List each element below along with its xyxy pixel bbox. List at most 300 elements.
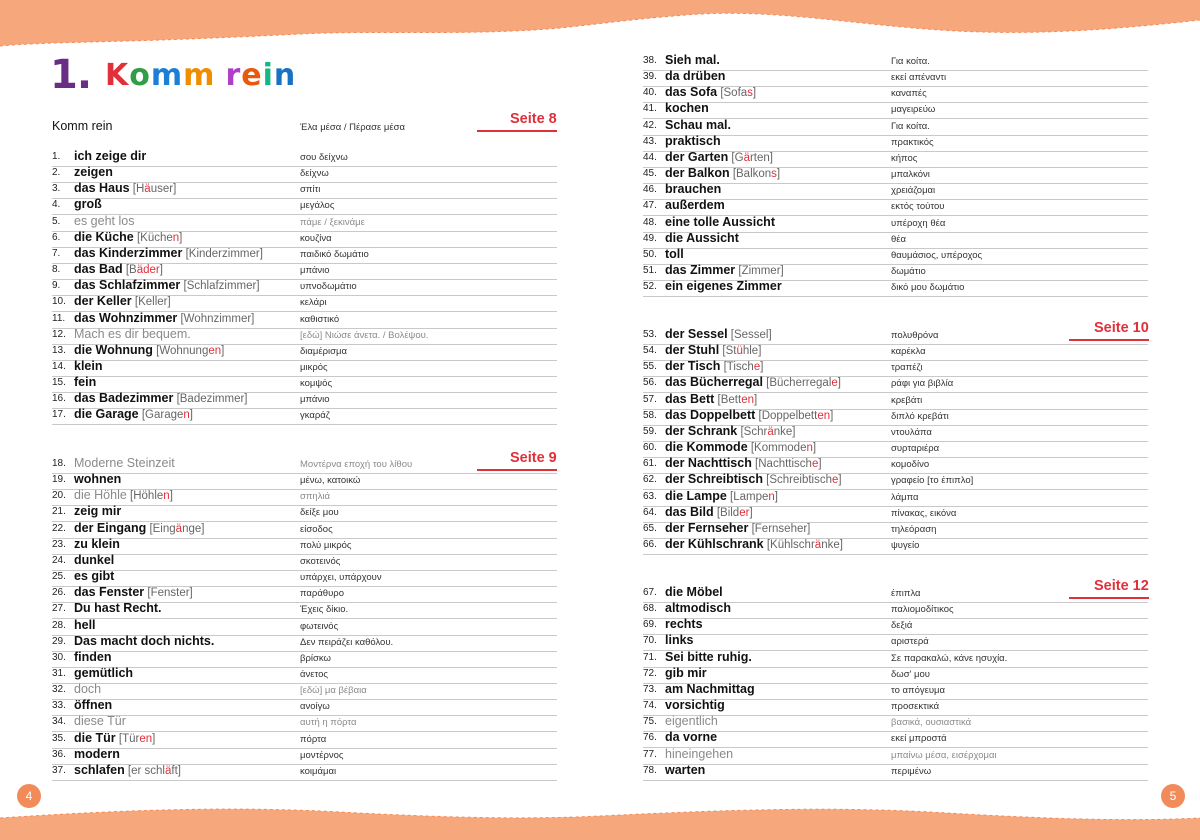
entry-greek: κομψός bbox=[300, 378, 333, 390]
entry-number: 4. bbox=[52, 199, 61, 211]
vocab-entry bbox=[643, 699, 1148, 715]
entry-german-word: das Badezimmer bbox=[74, 391, 174, 406]
entry-greek: ψυγείο bbox=[891, 539, 920, 551]
entry-greek: πολυθρόνα bbox=[891, 330, 939, 341]
chapter-title-text bbox=[105, 58, 296, 93]
entry-german-word: finden bbox=[74, 649, 112, 664]
entry-plural bbox=[132, 296, 171, 308]
entry-plural bbox=[116, 733, 156, 745]
entry-number: 19. bbox=[52, 474, 66, 486]
entry-german-word: das Fenster bbox=[74, 585, 145, 600]
entry-german bbox=[74, 181, 176, 195]
entry-greek: μπάνιο bbox=[300, 265, 330, 277]
entry-number: 28. bbox=[52, 619, 66, 631]
plural-part: [Keller] bbox=[134, 296, 171, 309]
plural-part: [Tür bbox=[118, 732, 140, 745]
entry-number: 31. bbox=[52, 667, 66, 679]
plural-change: s bbox=[771, 168, 777, 181]
plural-part: ] bbox=[838, 474, 842, 487]
entry-german bbox=[74, 714, 126, 728]
vocab-entry bbox=[643, 344, 1148, 360]
plural-part: ] bbox=[753, 393, 758, 406]
plural-part: [Schlafzimmer] bbox=[183, 280, 260, 293]
entry-number: 76. bbox=[643, 732, 657, 744]
entry-number: 64. bbox=[643, 506, 657, 518]
entry-greek: πάμε / ξεκινάμε bbox=[300, 216, 365, 228]
entry-german-word: der Keller bbox=[74, 294, 132, 309]
entry-german bbox=[665, 392, 757, 406]
vocab-entry bbox=[643, 102, 1148, 118]
vocab-entry bbox=[52, 328, 557, 344]
vocab-entry bbox=[643, 683, 1148, 699]
entry-german-word: es gibt bbox=[74, 569, 115, 584]
entry-number: 75. bbox=[643, 716, 657, 728]
plural-part: [Schr bbox=[740, 425, 768, 438]
entry-greek: υπάρχει, υπάρχουν bbox=[300, 572, 382, 584]
entry-number: 42. bbox=[643, 119, 657, 131]
entry-german bbox=[665, 182, 721, 196]
entry-german-word: das Bad bbox=[74, 262, 123, 277]
entry-german bbox=[74, 763, 181, 777]
entry-greek: βασικά, ουσιαστικά bbox=[891, 717, 972, 729]
vocab-entry bbox=[52, 215, 557, 231]
entry-plural bbox=[127, 490, 173, 502]
entry-greek: κήπος bbox=[891, 152, 918, 164]
entry-german-word: der Schreibtisch bbox=[665, 472, 763, 487]
vocab-entry bbox=[643, 506, 1148, 522]
vocab-entry bbox=[643, 618, 1148, 634]
entry-plural bbox=[727, 491, 778, 503]
vocab-entry bbox=[643, 667, 1148, 683]
entry-greek: μεγάλος bbox=[300, 200, 335, 212]
entry-number: 21. bbox=[52, 506, 66, 518]
entry-greek: δωσ' μου bbox=[891, 668, 930, 680]
entry-german bbox=[665, 489, 778, 503]
entry-plural bbox=[139, 409, 193, 421]
page-number-left: 4 bbox=[17, 784, 41, 808]
entry-rule bbox=[52, 780, 557, 781]
entry-german-word: gemütlich bbox=[74, 665, 134, 680]
entry-number: 60. bbox=[643, 442, 657, 454]
entry-german bbox=[665, 101, 709, 115]
entry-number: 25. bbox=[52, 571, 66, 583]
entry-greek: άνετος bbox=[300, 668, 328, 680]
entry-greek: χρειάζομαι bbox=[891, 185, 936, 197]
vocab-entry bbox=[643, 232, 1148, 248]
entry-greek: σπηλιά bbox=[300, 491, 331, 503]
entry-number: 18. bbox=[52, 458, 66, 469]
entry-german-word: Moderne Steinzeit bbox=[74, 456, 175, 470]
entry-german-word: fein bbox=[74, 375, 97, 390]
entry-german-word: links bbox=[665, 633, 694, 648]
entry-greek: θαυμάσιος, υπέροχος bbox=[891, 249, 983, 261]
entry-german bbox=[665, 633, 694, 647]
entry-plural bbox=[182, 248, 263, 260]
entry-number: 24. bbox=[52, 554, 66, 566]
entry-german-word: ich zeige dir bbox=[74, 149, 147, 163]
entry-german-word: die Möbel bbox=[665, 585, 723, 599]
entry-number: 10. bbox=[52, 296, 66, 308]
vocab-entry bbox=[52, 231, 557, 247]
entry-german bbox=[74, 294, 171, 308]
entry-number: 22. bbox=[52, 522, 66, 534]
entry-number: 34. bbox=[52, 716, 66, 728]
entry-german-word: die Garage bbox=[74, 407, 139, 422]
entry-german-word: die Küche bbox=[74, 229, 134, 244]
vocab-entry bbox=[643, 70, 1148, 86]
entry-number: 74. bbox=[643, 700, 657, 712]
entry-number: 20. bbox=[52, 490, 66, 502]
entry-greek: παιδικό δωμάτιο bbox=[300, 248, 369, 260]
vocab-entry bbox=[643, 748, 1148, 764]
vocab-entry bbox=[643, 473, 1148, 489]
entry-german bbox=[665, 601, 731, 615]
vocab-entry bbox=[52, 457, 557, 473]
entry-german bbox=[74, 634, 214, 648]
entry-german bbox=[74, 698, 112, 712]
plural-part: ] bbox=[749, 506, 753, 519]
entry-greek: μαγειρεύω bbox=[891, 104, 936, 116]
vocab-entry bbox=[52, 554, 557, 570]
entry-german-word: das Haus bbox=[74, 181, 130, 196]
entry-german bbox=[665, 247, 684, 261]
entry-plural bbox=[719, 345, 761, 357]
entry-greek: συρταριέρα bbox=[891, 443, 940, 455]
entry-german-word: kochen bbox=[665, 101, 709, 116]
vocab-entry bbox=[52, 602, 557, 618]
entry-german-word: vorsichtig bbox=[665, 698, 725, 713]
entry-greek: μπαίνω μέσα, εισέρχομαι bbox=[891, 749, 997, 761]
plural-change: e bbox=[831, 377, 838, 390]
entry-greek: τραπέζι bbox=[891, 362, 923, 374]
entry-greek: ντουλάπα bbox=[891, 426, 932, 438]
entry-german-word: der Garten bbox=[665, 149, 729, 164]
entry-german bbox=[74, 650, 112, 664]
vocab-entry bbox=[52, 263, 557, 279]
plural-change: n bbox=[806, 442, 813, 455]
plural-part: [Sessel] bbox=[730, 329, 772, 341]
plural-change: ä bbox=[767, 425, 774, 438]
plural-part: [Höhle bbox=[130, 490, 164, 503]
entry-german bbox=[74, 456, 175, 470]
plural-part: [Badezimmer] bbox=[176, 393, 248, 406]
entry-german bbox=[665, 472, 842, 486]
entry-german bbox=[665, 327, 772, 341]
plural-part: [B bbox=[125, 264, 137, 277]
title-letter: o bbox=[129, 57, 151, 93]
title-letter: i bbox=[262, 57, 274, 93]
entry-plural bbox=[755, 410, 833, 422]
vocab-entry bbox=[52, 344, 557, 360]
entry-greek: μένω, κατοικώ bbox=[300, 475, 361, 487]
vocab-entry bbox=[52, 505, 557, 521]
entry-number: 27. bbox=[52, 603, 66, 615]
entry-german-word: der Kühlschrank bbox=[665, 536, 764, 551]
entry-german bbox=[74, 262, 163, 276]
entry-german-word: da drüben bbox=[665, 69, 726, 84]
entry-german bbox=[74, 311, 254, 325]
entry-german-word: der Tisch bbox=[665, 359, 721, 374]
entry-german bbox=[74, 165, 113, 179]
plural-part: [Balkon bbox=[732, 168, 772, 181]
entry-plural bbox=[720, 361, 763, 373]
entry-number: 65. bbox=[643, 522, 657, 534]
entry-german bbox=[74, 618, 96, 632]
vocab-entry bbox=[52, 699, 557, 715]
vocab-entry bbox=[643, 764, 1148, 780]
plural-part: [Wohnzimmer] bbox=[180, 312, 255, 325]
entry-number: 53. bbox=[643, 329, 657, 340]
entry-rule bbox=[643, 296, 1148, 297]
vocab-entry bbox=[643, 731, 1148, 747]
plural-part: [Fernseher] bbox=[751, 522, 811, 535]
plural-change: ü bbox=[736, 345, 743, 358]
entry-german bbox=[665, 408, 833, 422]
plural-change: e bbox=[832, 474, 839, 487]
entry-german-word: der Stuhl bbox=[665, 343, 720, 358]
plural-change: n bbox=[183, 409, 190, 422]
entry-plural bbox=[123, 264, 163, 276]
entry-german-word: warten bbox=[665, 762, 706, 777]
entry-greek: σου δείχνω bbox=[300, 152, 348, 163]
entry-rule bbox=[52, 424, 557, 425]
entry-german-word: da vorne bbox=[665, 730, 718, 745]
entry-german bbox=[665, 198, 725, 212]
entry-german bbox=[665, 166, 780, 180]
entry-german-word: der Nachttisch bbox=[665, 456, 752, 471]
entry-german bbox=[665, 666, 707, 680]
entry-german bbox=[74, 537, 120, 551]
entry-greek: δεξιά bbox=[891, 620, 913, 632]
entry-german-word: das Kinderzimmer bbox=[74, 245, 183, 260]
vocab-entry bbox=[52, 635, 557, 651]
entry-german-word: das Bücherregal bbox=[665, 375, 763, 390]
entry-number: 26. bbox=[52, 587, 66, 599]
seite-label: Seite 9 bbox=[510, 450, 557, 466]
entry-greek: Για κοίτα. bbox=[891, 120, 930, 132]
entry-number: 8. bbox=[52, 264, 61, 276]
entry-greek: εκεί απέναντι bbox=[891, 72, 947, 84]
entry-plural bbox=[728, 152, 773, 164]
entry-plural bbox=[180, 280, 259, 292]
entry-greek: γραφείο [το έπιπλο] bbox=[891, 475, 974, 487]
vocab-entry bbox=[643, 538, 1148, 554]
entry-number: 45. bbox=[643, 168, 657, 180]
entry-greek: Μοντέρνα εποχή του λίθου bbox=[300, 459, 413, 470]
entry-german-word: der Fernseher bbox=[665, 520, 749, 535]
entry-german-word: das Doppelbett bbox=[665, 407, 756, 422]
entry-greek: πρακτικός bbox=[891, 136, 934, 148]
entry-greek: [εδώ] μα βέβαια bbox=[300, 685, 367, 697]
entry-german bbox=[74, 666, 133, 680]
plural-part: [Zimmer] bbox=[738, 264, 784, 277]
entry-number: 61. bbox=[643, 458, 657, 470]
plural-part: [Sofa bbox=[720, 87, 748, 100]
entry-number: 15. bbox=[52, 377, 66, 389]
entry-german bbox=[74, 682, 101, 696]
page-number-right: 5 bbox=[1161, 784, 1185, 808]
entry-plural bbox=[177, 313, 254, 325]
entry-number: 40. bbox=[643, 87, 657, 99]
vocab-entry bbox=[52, 715, 557, 731]
vocab-entry bbox=[643, 425, 1148, 441]
entry-number: 30. bbox=[52, 651, 66, 663]
plural-part: ] bbox=[818, 458, 822, 471]
entry-number: 47. bbox=[643, 200, 657, 212]
plural-part: [Kommode bbox=[750, 442, 807, 455]
entry-number: 7. bbox=[52, 247, 61, 259]
vocab-entry bbox=[643, 167, 1148, 183]
entry-german-word: gib mir bbox=[665, 665, 707, 680]
entry-number: 49. bbox=[643, 232, 657, 244]
entry-german-word: Du hast Recht. bbox=[74, 601, 162, 616]
entry-german bbox=[74, 230, 182, 244]
vocab-entry bbox=[52, 312, 557, 328]
entry-german bbox=[665, 359, 763, 373]
plural-part: [Wohnung bbox=[156, 344, 209, 357]
entry-greek: πολύ μικρός bbox=[300, 539, 352, 551]
entry-number: 68. bbox=[643, 603, 657, 615]
entry-german-word: zeigen bbox=[74, 165, 113, 180]
plural-part: ] bbox=[774, 490, 778, 503]
entry-german bbox=[665, 714, 718, 728]
title-letter: n bbox=[273, 57, 297, 93]
vocab-entry bbox=[52, 522, 557, 538]
entry-german-word: Das macht doch nichts. bbox=[74, 633, 215, 648]
plural-change: en bbox=[817, 409, 831, 422]
plural-part: ] bbox=[812, 442, 817, 455]
vocab-entry bbox=[643, 199, 1148, 215]
entry-german-word: das Bett bbox=[665, 391, 715, 406]
heading-row-german: Komm rein bbox=[52, 119, 113, 133]
entry-greek: κοιμάμαι bbox=[300, 765, 337, 777]
entry-number: 14. bbox=[52, 360, 66, 372]
entry-number: 63. bbox=[643, 490, 657, 502]
entry-german-word: schlafen bbox=[74, 762, 125, 777]
entry-plural bbox=[737, 426, 795, 438]
entry-german-word: die Tür bbox=[74, 730, 116, 745]
entry-number: 11. bbox=[52, 312, 66, 324]
entry-german-word: brauchen bbox=[665, 182, 722, 197]
entry-german-word: das Sofa bbox=[665, 85, 718, 100]
entry-number: 36. bbox=[52, 748, 66, 760]
plural-part: ] bbox=[776, 168, 781, 181]
entry-greek: δωμάτιο bbox=[891, 265, 926, 277]
entry-german bbox=[665, 150, 773, 164]
vocab-entry bbox=[643, 441, 1148, 457]
plural-part: ] bbox=[221, 344, 225, 357]
entry-number: 78. bbox=[643, 764, 657, 776]
entry-german bbox=[665, 263, 784, 277]
entry-german-word: das Zimmer bbox=[665, 262, 736, 277]
entry-number: 35. bbox=[52, 732, 66, 744]
vocab-entry bbox=[643, 135, 1148, 151]
entry-german-word: diese Tür bbox=[74, 714, 126, 729]
entry-rule bbox=[643, 780, 1148, 781]
entry-greek: κελάρι bbox=[300, 297, 327, 309]
vocab-entry bbox=[52, 376, 557, 392]
entry-greek: σπίτι bbox=[300, 184, 321, 196]
plural-part: [er schl bbox=[127, 764, 165, 777]
entry-greek: κομοδίνο bbox=[891, 459, 930, 471]
entry-number: 50. bbox=[643, 248, 657, 260]
plural-part: [G bbox=[731, 151, 744, 164]
entry-german-word: öffnen bbox=[74, 698, 113, 713]
plural-part: nge] bbox=[182, 522, 205, 535]
entry-greek: μπαλκόνι bbox=[891, 169, 930, 181]
entry-number: 70. bbox=[643, 635, 657, 647]
entry-german bbox=[74, 327, 191, 341]
entry-rule bbox=[643, 554, 1148, 555]
vocab-entry bbox=[643, 376, 1148, 392]
entry-german-word: das Wohnzimmer bbox=[74, 310, 178, 325]
entry-plural bbox=[134, 232, 183, 244]
vocab-entry bbox=[52, 473, 557, 489]
entry-greek: Έχεις δίκιο. bbox=[300, 604, 349, 616]
plural-part: ] bbox=[179, 231, 183, 244]
entry-greek: καναπές bbox=[891, 88, 927, 100]
entry-greek: το απόγευμα bbox=[891, 684, 946, 696]
entry-german bbox=[74, 553, 114, 567]
entry-plural bbox=[748, 523, 810, 535]
entry-greek: μοντέρνος bbox=[300, 749, 344, 761]
entry-greek: υπνοδωμάτιο bbox=[300, 281, 357, 293]
plural-part: ft] bbox=[171, 764, 181, 777]
entry-number: 48. bbox=[643, 216, 657, 228]
right-page bbox=[600, 0, 1200, 840]
entry-german bbox=[665, 698, 725, 712]
entry-german bbox=[74, 472, 121, 486]
entry-german bbox=[74, 569, 114, 583]
vocab-entry bbox=[52, 295, 557, 311]
vocab-entry bbox=[643, 715, 1148, 731]
entry-number: 33. bbox=[52, 700, 66, 712]
entry-greek: λάμπα bbox=[891, 491, 919, 503]
entry-number: 2. bbox=[52, 167, 61, 179]
entry-number: 59. bbox=[643, 425, 657, 437]
entry-plural bbox=[735, 265, 784, 277]
chapter-number: 1. bbox=[50, 52, 92, 98]
entry-german-word: der Eingang bbox=[74, 520, 147, 535]
vocab-entry bbox=[643, 119, 1148, 135]
entry-german bbox=[665, 747, 733, 761]
vocab-entry bbox=[643, 586, 1148, 602]
entry-number: 71. bbox=[643, 651, 657, 663]
vocab-entry bbox=[643, 280, 1148, 296]
entry-greek: είσοδος bbox=[300, 523, 333, 535]
entry-greek: αριστερά bbox=[891, 636, 929, 648]
entry-greek: διαμέρισμα bbox=[300, 345, 347, 357]
seite-underline bbox=[477, 130, 557, 132]
plural-part: [Kinderzimmer] bbox=[185, 247, 263, 260]
entry-number: 52. bbox=[643, 281, 657, 293]
plural-part: ] bbox=[189, 409, 193, 422]
plural-part: ] bbox=[837, 377, 841, 390]
heading-row bbox=[52, 120, 557, 136]
vocab-entry bbox=[52, 764, 557, 780]
entry-greek: περιμένω bbox=[891, 765, 932, 777]
entry-greek: παλιομοδίτικος bbox=[891, 604, 954, 616]
plural-change: n bbox=[163, 490, 170, 503]
entry-german bbox=[665, 424, 795, 438]
vocab-entry bbox=[52, 570, 557, 586]
entry-plural bbox=[763, 474, 842, 486]
entry-number: 9. bbox=[52, 280, 61, 292]
vocab-entry bbox=[52, 247, 557, 263]
entry-german-word: das Bild bbox=[665, 504, 714, 519]
entry-german bbox=[665, 85, 756, 99]
plural-part: [Eing bbox=[149, 522, 176, 535]
